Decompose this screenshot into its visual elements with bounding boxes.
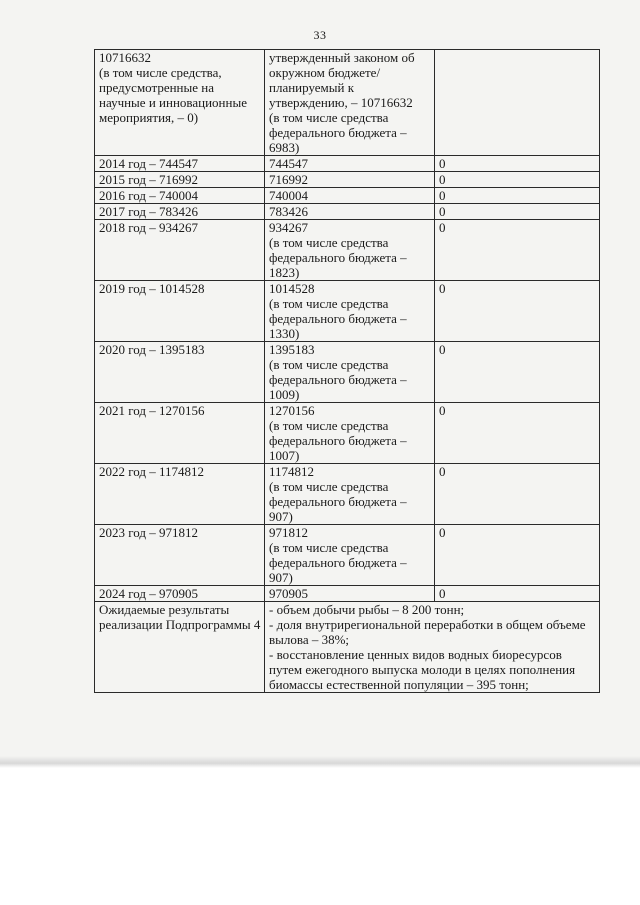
year-cell: 2022 год – 1174812 (95, 464, 265, 525)
results-label: Ожидаемые результаты реализации Подпрограммы 4 (95, 602, 265, 693)
table-row (95, 403, 600, 464)
results-row (95, 602, 600, 693)
extra-cell: 0 (435, 586, 600, 602)
year-cell: 2019 год – 1014528 (95, 281, 265, 342)
extra-cell: 0 (435, 281, 600, 342)
approved-cell: 971812 (в том числе средства федерального бюджета – 907) (265, 525, 435, 586)
approved-cell: 1014528 (в том числе средства федерального бюджета – 1330) (265, 281, 435, 342)
table-row (95, 281, 600, 342)
year-cell: 2014 год – 744547 (95, 156, 265, 172)
table-row (95, 220, 600, 281)
approved-cell: 716992 (265, 172, 435, 188)
extra-cell: 0 (435, 172, 600, 188)
year-cell: 2021 год – 1270156 (95, 403, 265, 464)
table-row (95, 156, 600, 172)
year-cell: 2023 год – 971812 (95, 525, 265, 586)
extra-cell (435, 50, 600, 156)
table-row (95, 342, 600, 403)
table-row (95, 50, 600, 156)
table-row (95, 525, 600, 586)
approved-cell: 1395183 (в том числе средства федерального бюджета – 1009) (265, 342, 435, 403)
table-row (95, 586, 600, 602)
year-cell: 2018 год – 934267 (95, 220, 265, 281)
approved-cell: 740004 (265, 188, 435, 204)
year-cell: 2015 год – 716992 (95, 172, 265, 188)
year-cell: 2024 год – 970905 (95, 586, 265, 602)
year-cell: 10716632 (в том числе средства, предусмотренные на научные и инновационные мероприятия, – 0) (95, 50, 265, 156)
extra-cell: 0 (435, 220, 600, 281)
approved-cell: утвержденный законом об окружном бюджете/планируемый к утверждению, – 10716632 (в том числе средства федерального бюджета – 6983) (265, 50, 435, 156)
extra-cell: 0 (435, 525, 600, 586)
extra-cell: 0 (435, 188, 600, 204)
extra-cell: 0 (435, 403, 600, 464)
approved-cell: 783426 (265, 204, 435, 220)
page-number: 33 (313, 28, 327, 42)
table-row (95, 464, 600, 525)
extra-cell: 0 (435, 204, 600, 220)
approved-cell: 744547 (265, 156, 435, 172)
page-bottom-edge (0, 756, 640, 768)
year-cell: 2017 год – 783426 (95, 204, 265, 220)
approved-cell: 934267 (в том числе средства федерального бюджета – 1823) (265, 220, 435, 281)
approved-cell: 970905 (265, 586, 435, 602)
year-cell: 2020 год – 1395183 (95, 342, 265, 403)
extra-cell: 0 (435, 464, 600, 525)
budget-table (94, 49, 600, 693)
table-row (95, 172, 600, 188)
table-row (95, 204, 600, 220)
year-cell: 2016 год – 740004 (95, 188, 265, 204)
extra-cell: 0 (435, 156, 600, 172)
extra-cell: 0 (435, 342, 600, 403)
approved-cell: 1174812 (в том числе средства федерального бюджета – 907) (265, 464, 435, 525)
results-text: - объем добычи рыбы – 8 200 тонн; - доля внутрирегиональной переработки в общем объеме вылова – 38%; - восстановление ценных видов водных биоресурсов путем ежегодного выпуска молоди в целях пополнения биомассы естественной популяции – 395 тонн; (265, 602, 600, 693)
table-row (95, 188, 600, 204)
approved-cell: 1270156 (в том числе средства федерального бюджета – 1007) (265, 403, 435, 464)
